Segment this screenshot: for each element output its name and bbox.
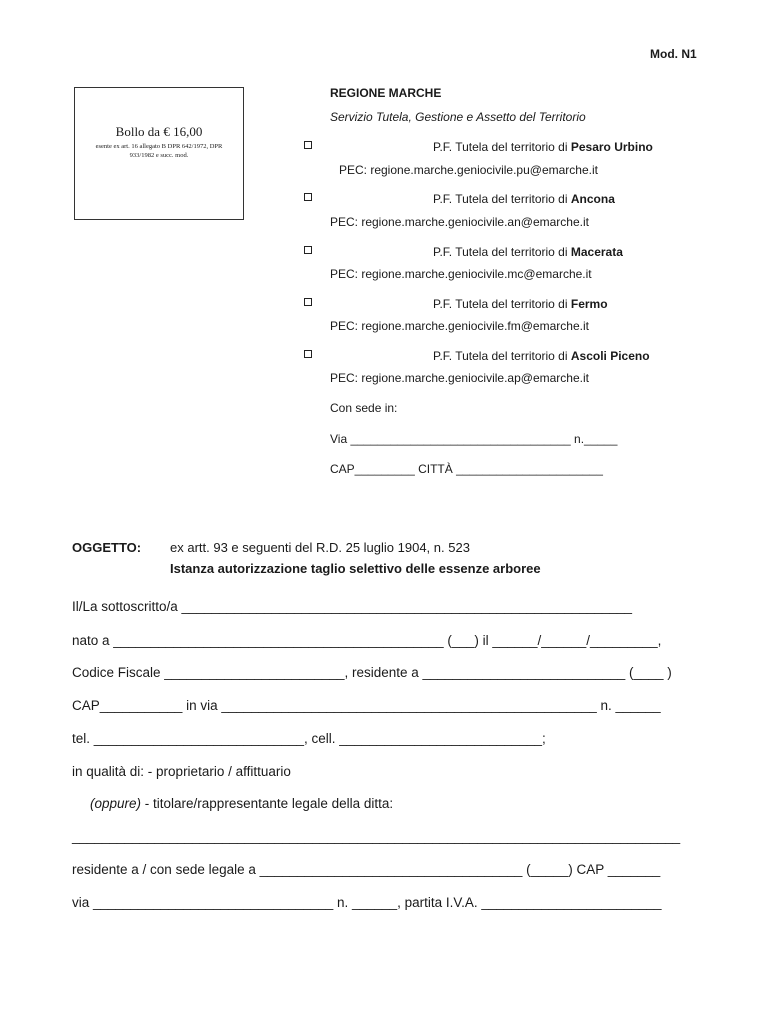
company-address-vat-field[interactable]: via ________________________________ n. ______, partita I.V.A. ________________________ [72,895,662,910]
oppure-label: (oppure) [90,796,142,811]
pec-macerata: PEC: regione.marche.geniocivile.mc@emarche.it [330,267,592,281]
undersigned-field[interactable]: Il/La sottoscritto/a ____________________________________________________________ [72,599,633,614]
subject-title: Istanza autorizzazione taglio selettivo delle essenze arboree [170,561,541,576]
pec-pesaro-urbino: PEC: regione.marche.geniocivile.pu@emarche.it [339,163,598,177]
stamp-title: Bollo da € 16,00 [115,124,203,139]
sede-via-field[interactable]: Via _________________________________ n._____ [330,432,618,446]
subject-label: OGGETTO: [72,540,142,555]
option-ancona: P.F. Tutela del territorio di Ancona [433,192,615,206]
role-line: in qualità di: - proprietario / affittuario [72,764,291,779]
alternative-role-line: (oppure) - titolare/rappresentante legale della ditta: [90,796,394,811]
option-ascoli-piceno: P.F. Tutela del territorio di Ascoli Piceno [433,349,650,363]
checkbox-ascoli-piceno[interactable] [304,350,312,358]
pec-ascoli-piceno: PEC: regione.marche.geniocivile.ap@emarche.it [330,371,589,385]
option-macerata: P.F. Tutela del territorio di Macerata [433,245,623,259]
tax-code-residence-field[interactable]: Codice Fiscale ________________________, residente a ___________________________ (____ ) [72,665,672,680]
checkbox-ancona[interactable] [304,193,312,201]
checkbox-macerata[interactable] [304,246,312,254]
company-seat-field[interactable]: residente a / con sede legale a ___________________________________ (_____) CAP _______ [72,862,661,877]
checkbox-fermo[interactable] [304,298,312,306]
option-fermo: P.F. Tutela del territorio di Fermo [433,297,608,311]
birth-field[interactable]: nato a ____________________________________________ (___) il ______/______/_________, [72,633,662,648]
cap-address-field[interactable]: CAP___________ in via __________________________________________________ n. ______ [72,698,661,713]
subject-legal-reference: ex artt. 93 e seguenti del R.D. 25 luglio 1904, n. 523 [170,540,470,555]
pec-ancona: PEC: regione.marche.geniocivile.an@emarche.it [330,215,589,229]
pec-fermo: PEC: regione.marche.geniocivile.fm@emarche.it [330,319,589,333]
service-name: Servizio Tutela, Gestione e Assetto del Territorio [330,110,586,124]
option-pesaro-urbino: P.F. Tutela del territorio di Pesaro Urbino [433,140,653,154]
company-name-field[interactable]: _________________________________________________________________________________ [72,829,681,844]
form-model-code: Mod. N1 [650,47,697,61]
sede-cap-city-field[interactable]: CAP_________ CITTÀ ______________________ [330,462,603,476]
stamp-note: esente ex art. 16 allegato B DPR 642/1972, DPR 933/1982 e succ. mod. [95,143,223,159]
phone-field[interactable]: tel. ____________________________, cell. ___________________________; [72,731,546,746]
checkbox-pesaro-urbino[interactable] [304,141,312,149]
revenue-stamp-box [74,87,244,220]
region-name: REGIONE MARCHE [330,86,442,100]
sede-label: Con sede in: [330,401,398,415]
